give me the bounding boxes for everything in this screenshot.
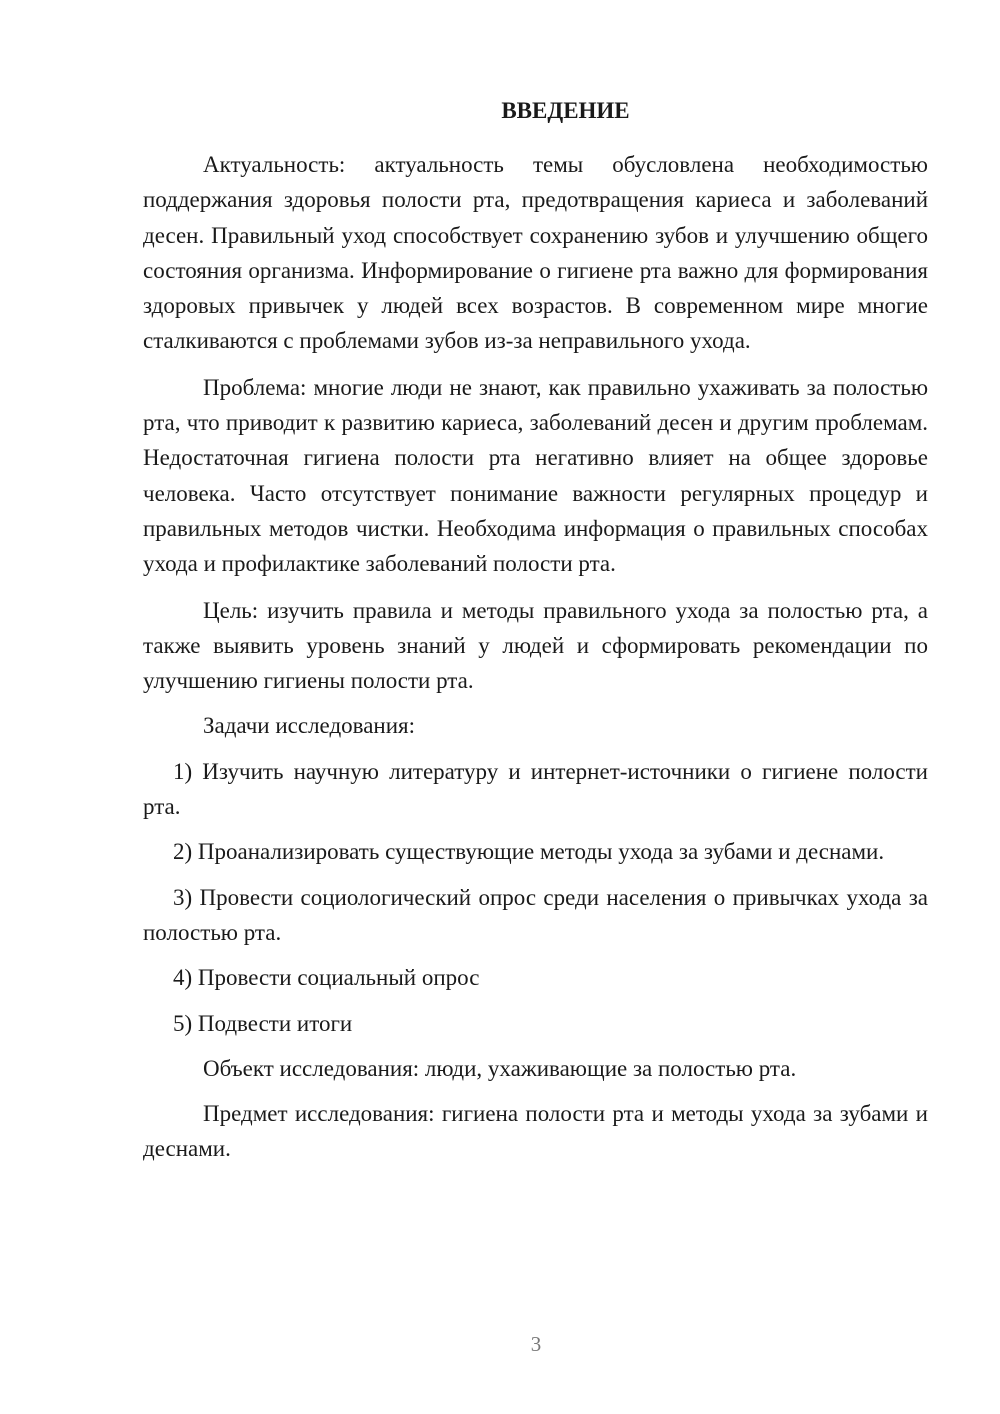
subject-paragraph: Предмет исследования: гигиена полости рта и методы ухода за зубами и деснами. bbox=[143, 1101, 928, 1162]
document-body bbox=[143, 93, 928, 1167]
task-item-5: 5) Подвести итоги bbox=[173, 1010, 353, 1036]
section-heading: ВВЕДЕНИЕ bbox=[501, 98, 630, 123]
task-item-2: 2) Проанализировать существующие методы ухода за зубами и деснами. bbox=[173, 839, 885, 865]
goal-paragraph: Цель: изучить правила и методы правильного ухода за полостью рта, а также выявить уровень знаний у людей и сформировать рекомендации по улучшению гигиены полости рта. bbox=[143, 597, 928, 694]
task-item-1: 1) Изучить научную литературу и интернет-источники о гигиене полости рта. bbox=[143, 758, 928, 820]
tasks-title: Задачи исследования: bbox=[203, 713, 416, 739]
task-item-4: 4) Провести социальный опрос bbox=[173, 965, 480, 991]
page-number: 3 bbox=[530, 1332, 542, 1356]
object-paragraph: Объект исследования: люди, ухаживающие за полостью рта. bbox=[203, 1055, 797, 1081]
relevance-paragraph: Актуальность: актуальность темы обусловлена необходимостью поддержания здоровья полости рта, предотвращения кариеса и заболеваний десен. Правильный уход способствует сохранению зубов и улучшению общего состояния организма. Информирование о гигиене рта важно для формирования здоровых привычек у людей всех возрастов. В современном мире многие сталкиваются с проблемами зубов из-за неправильного ухода. bbox=[143, 152, 928, 354]
task-item-3: 3) Провести социологический опрос среди населения о привычках ухода за полостью рта. bbox=[143, 884, 928, 945]
problem-paragraph: Проблема: многие люди не знают, как правильно ухаживать за полостью рта, что приводит к развитию кариеса, заболеваний десен и другим проблемам. Недостаточная гигиена полости рта негативно влияет на общее здоровье человека. Часто отсутствует понимание важности регулярных процедур и правильных методов чистки. Необходима информация о правильных способах ухода и профилактике заболеваний полости рта. bbox=[143, 374, 928, 577]
